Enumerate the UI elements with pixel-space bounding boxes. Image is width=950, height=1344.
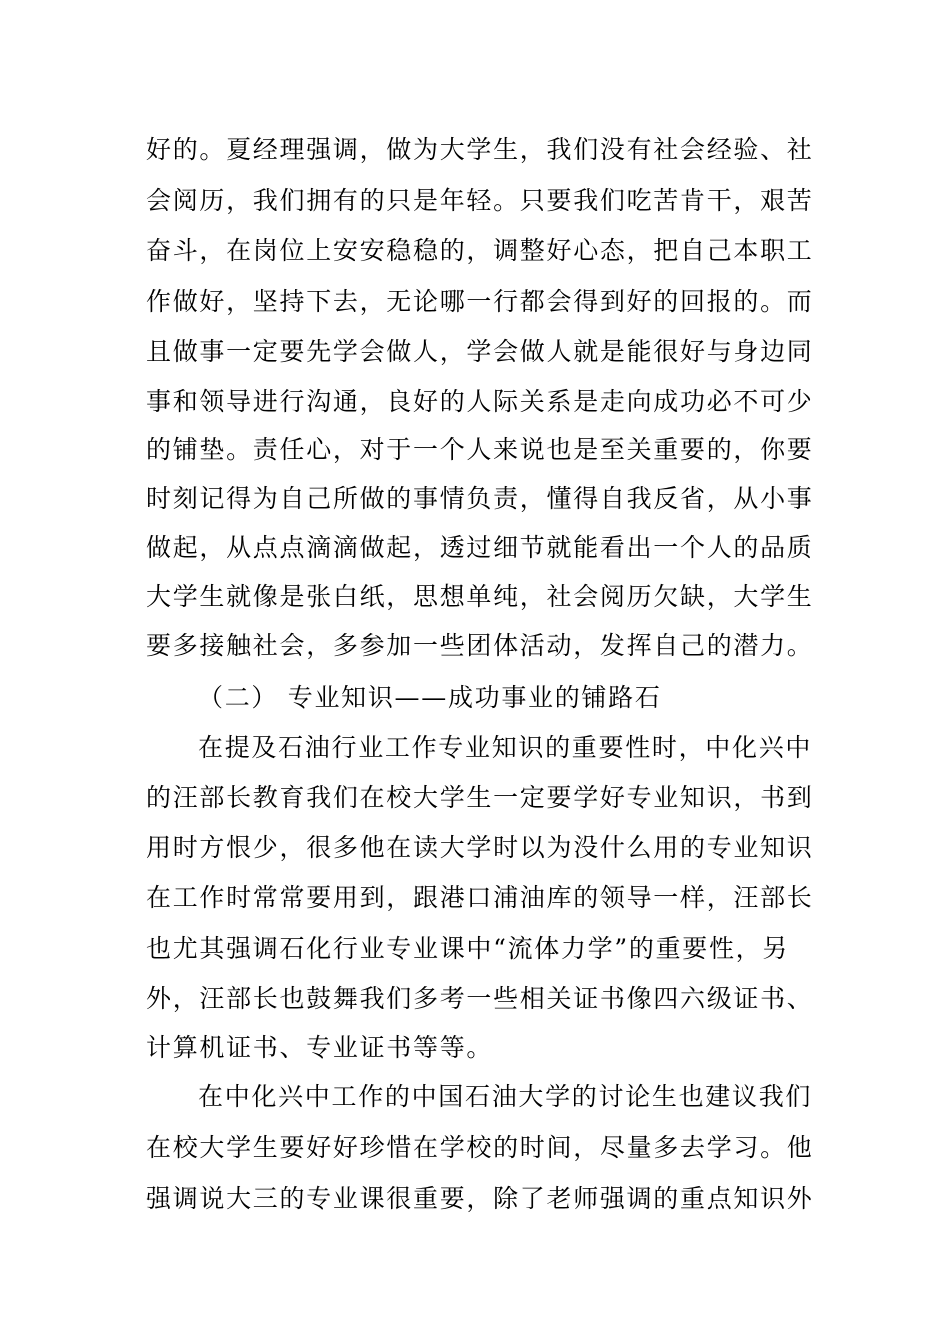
text-line: 在校大学生要好好珍惜在学校的时间，尽量多去学习。他	[146, 1133, 814, 1162]
text-line: 做起，从点点滴滴做起，透过细节就能看出一个人的品质	[146, 533, 814, 562]
text-line: 在提及石油行业工作专业知识的重要性时，中化兴中	[198, 733, 813, 762]
text-line: 也尤其强调石化行业专业课中“流体力学”的重要性，另	[146, 934, 790, 963]
text-line: 要多接触社会，多参加一些团体活动，发挥自己的潜力。	[146, 631, 814, 660]
text-line: 强调说大三的专业课很重要，除了老师强调的重点知识外	[146, 1184, 814, 1213]
text-line: 用时方恨少，很多他在读大学时以为没什么用的专业知识	[146, 833, 814, 862]
text-line: 在工作时常常要用到，跟港口浦油库的领导一样，汪部长	[146, 883, 814, 912]
text-line: 会阅历，我们拥有的只是年轻。只要我们吃苦肯干，艰苦	[146, 186, 814, 215]
text-line: 的汪部长教育我们在校大学生一定要学好专业知识，书到	[146, 783, 814, 812]
text-line: 奋斗，在岗位上安安稳稳的，调整好心态，把自己本职工	[146, 236, 814, 265]
text-line: 事和领导进行沟通，良好的人际关系是走向成功必不可少	[146, 387, 814, 416]
text-line: 好的。夏经理强调，做为大学生，我们没有社会经验、社	[146, 135, 814, 164]
text-line: 的铺垫。责任心，对于一个人来说也是至关重要的，你要	[146, 435, 814, 464]
section-heading: （二） 专业知识——成功事业的铺路石	[198, 683, 662, 712]
text-line: 外，汪部长也鼓舞我们多考一些相关证书像四六级证书、	[146, 984, 814, 1013]
text-line: 作做好，坚持下去，无论哪一行都会得到好的回报的。而	[146, 287, 814, 316]
text-line: 在中化兴中工作的中国石油大学的讨论生也建议我们	[198, 1082, 813, 1111]
text-line: 时刻记得为自己所做的事情负责，懂得自我反省，从小事	[146, 484, 814, 513]
text-line: 且做事一定要先学会做人，学会做人就是能很好与身边同	[146, 337, 814, 366]
text-line: 大学生就像是张白纸，思想单纯，社会阅历欠缺，大学生	[146, 582, 814, 611]
text-line: 计算机证书、专业证书等等。	[146, 1033, 494, 1062]
